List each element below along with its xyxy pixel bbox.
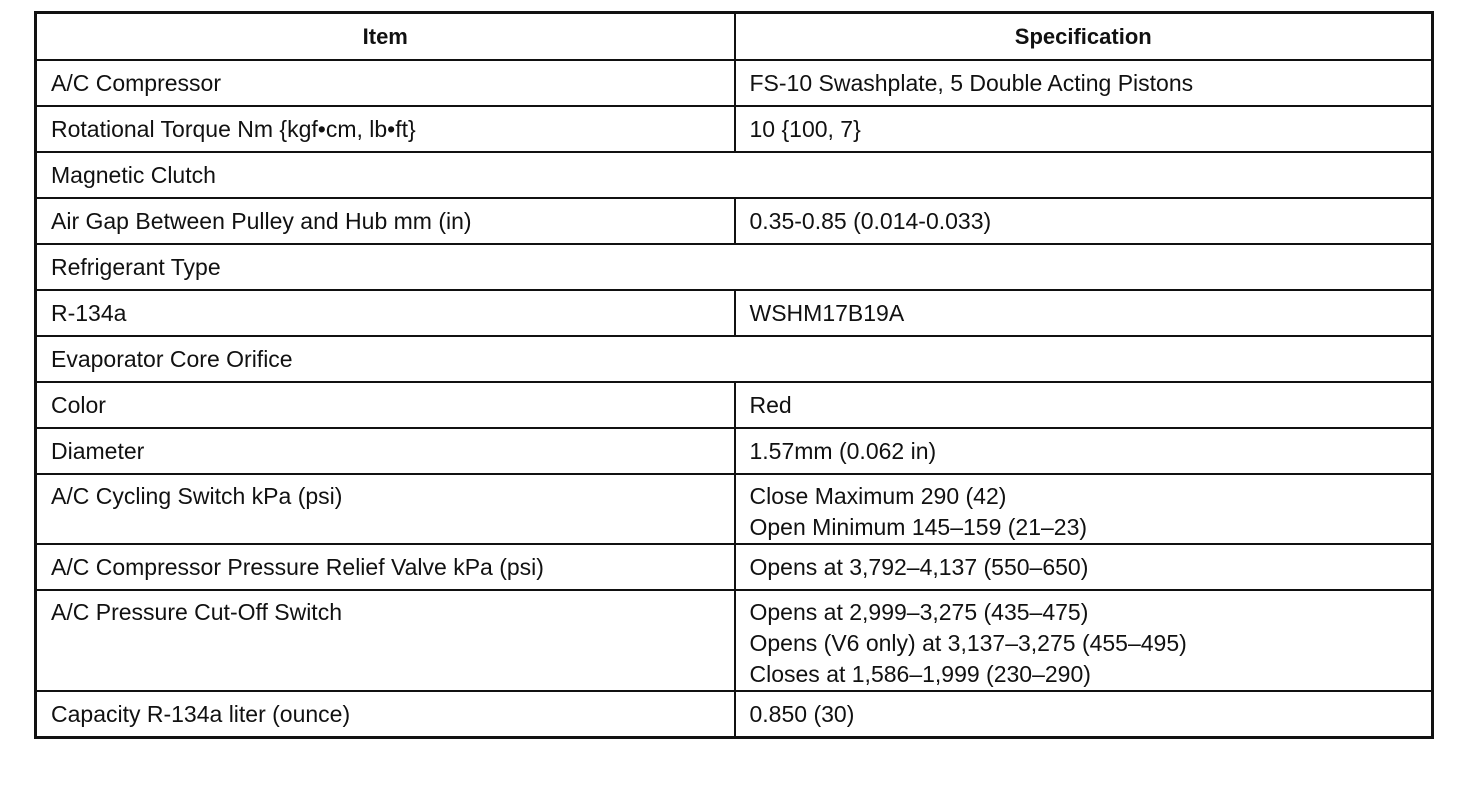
specification-line: Opens at 3,792–4,137 (550–650) [749,553,1089,580]
header-row [36,13,1433,61]
specification-cell [735,691,1433,738]
table-row [36,382,1433,428]
specification-cell [735,382,1433,428]
specification-line: Closes at 1,586–1,999 (230–290) [749,661,1091,687]
item-cell: Air Gap Between Pulley and Hub mm (in) [36,198,735,244]
specification-line: Opens at 2,999–3,275 (435–475) [749,599,1089,625]
specification-line: 0.850 (30) [749,700,855,727]
specification-line: 0.35-0.85 (0.014-0.033) [749,207,992,234]
section-title: Magnetic Clutch [36,152,1433,198]
specification-cell [735,474,1433,544]
section-row [36,152,1433,198]
item-cell: Rotational Torque Nm {kgf•cm, lb•ft} [36,106,735,152]
specification-line: FS-10 Swashplate, 5 Double Acting Pistons [749,69,1194,96]
table-row [36,198,1433,244]
specification-line: Opens (V6 only) at 3,137–3,275 (455–495) [749,630,1187,656]
specification-table [34,11,1434,739]
header-item: Item [36,13,735,61]
specification-line: 1.57mm (0.062 in) [749,437,937,464]
section-title: Evaporator Core Orifice [36,336,1433,382]
table-row [36,474,1433,544]
section-row [36,336,1433,382]
specification-line: 10 {100, 7} [749,115,861,142]
specification-line: Close Maximum 290 (42) [749,483,1007,509]
item-cell: Capacity R-134a liter (ounce) [36,691,735,738]
specification-cell [735,60,1433,106]
table-row [36,290,1433,336]
specification-cell [735,198,1433,244]
specification-cell [735,290,1433,336]
section-row [36,244,1433,290]
item-cell: A/C Compressor Pressure Relief Valve kPa (psi) [36,544,735,590]
specification-cell [735,428,1433,474]
specification-cell [735,106,1433,152]
table-body [36,60,1433,738]
table-row [36,60,1433,106]
table-row [36,691,1433,738]
item-cell: A/C Pressure Cut-Off Switch [36,590,735,691]
item-cell: Diameter [36,428,735,474]
specification-cell [735,590,1433,691]
table-header [36,13,1433,61]
specification-line: Red [749,391,792,418]
specification-line: Open Minimum 145–159 (21–23) [749,514,1088,540]
table-row [36,428,1433,474]
specification-line: WSHM17B19A [749,299,905,326]
table-row [36,590,1433,691]
item-cell: A/C Compressor [36,60,735,106]
table-row [36,106,1433,152]
table-row [36,544,1433,590]
item-cell: Color [36,382,735,428]
item-cell: A/C Cycling Switch kPa (psi) [36,474,735,544]
specification-cell [735,544,1433,590]
item-cell: R-134a [36,290,735,336]
section-title: Refrigerant Type [36,244,1433,290]
header-specification: Specification [735,13,1433,61]
